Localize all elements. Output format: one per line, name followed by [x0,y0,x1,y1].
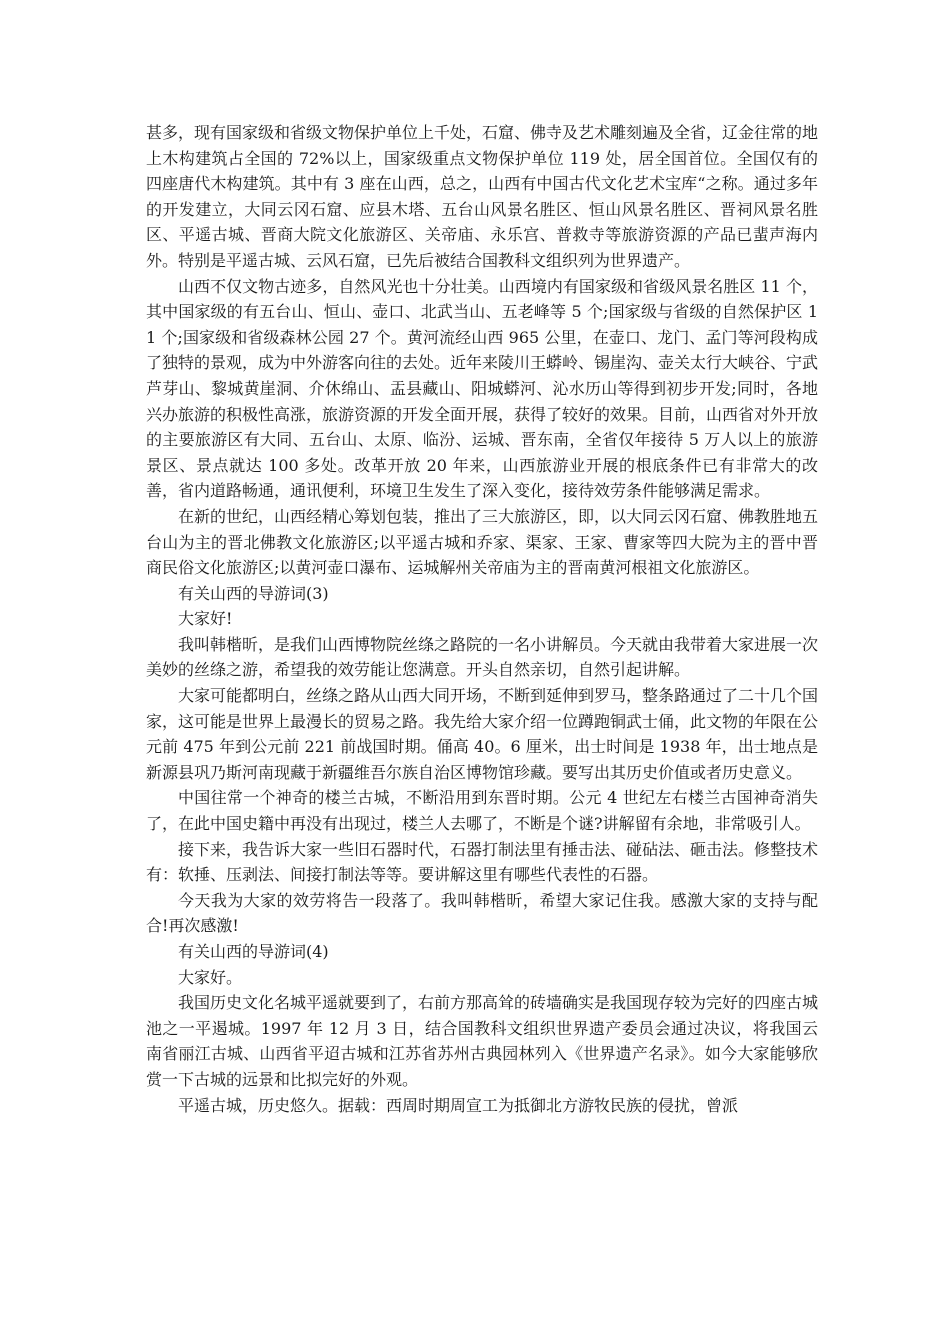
paragraph: 山西不仅文物古迹多，自然风光也十分壮美。山西境内有国家级和省级风景名胜区 11 个，其中国家级的有五台山、恒山、壶口、北武当山、五老峰等 5 个;国家级与省级的自然保护区 11 个;国家级和省级森林公园 27 个。黄河流经山西 965 公里，在壶口、龙门、孟门等河段构成了独特的景观，成为中外游客向往的去处。近年来陵川王蟒岭、锡崖沟、壶关太行大峡谷、宁武芦芽山、黎城黄崖洞、介休绵山、盂县藏山、阳城蟒河、沁水历山等得到初步开发;同时，各地兴办旅游的积极性高涨，旅游资源的开发全面开展，获得了较好的效果。目前，山西省对外开放的主要旅游区有大同、五台山、太原、临汾、运城、晋东南，全省仅年接待 5 万人以上的旅游景区、景点就达 100 多处。改革开放 20 年来，山西旅游业开展的根底条件已有非常大的改善，省内道路畅通，通讯便利，环境卫生发生了深入变化，接待效劳条件能够满足需求。 [146,276,819,501]
paragraph: 我国历史文化名城平遥就要到了，右前方那高耸的砖墙确实是我国现存较为完好的四座古城池之一平遏城。1997 年 12 月 3 日，结合国教科文组织世界遗产委员会通过决议，将我国云南省丽江古城、山西省平迢古城和江苏省苏州古典园林列入《世界遗产名录》。如今大家能够欣赏一下古城的远景和比拟完好的外观。 [146,993,819,1089]
paragraph: 甚多，现有国家级和省级文物保护单位上千处，石窟、佛寺及艺术雕刻遍及全省，辽金往常的地上木构建筑占全国的 72%以上，国家级重点文物保护单位 119 处，居全国首位。全国仅有的四座唐代木构建筑。其中有 3 座在山西，总之，山西有中国古代文化艺术宝库“之称。通过多年的开发建立，大同云冈石窟、应县木塔、五台山风景名胜区、恒山风景名胜区、晋祠风景名胜区、平遥古城、晋商大院文化旅游区、关帝庙、永乐宫、普救寺等旅游资源的产品已蜚声海内外。特别是平遥古城、云风石窟，已先后被结合国教科文组织列为世界遗产。 [146,123,819,270]
paragraph: 平遥古城，历史悠久。据载：西周时期周宣工为抵御北方游牧民族的侵扰，曾派 [178,1095,739,1115]
document-body [146,120,818,1118]
paragraph: 中国往常一个神奇的楼兰古城，不断沿用到东晋时期。公元 4 世纪左右楼兰古国神奇消失了，在此中国史籍中再没有出现过，楼兰人去哪了，不断是个谜?讲解留有余地，非常吸引人。 [146,788,818,834]
section-heading: 有关山西的导游词(3) [178,583,329,603]
section-heading: 有关山西的导游词(4) [178,942,329,961]
paragraph: 我叫韩楷昕，是我们山西博物院丝绦之路院的一名小讲解员。今天就由我带着大家进展一次美妙的丝绦之游，希望我的效劳能让您满意。开头自然亲切，自然引起讲解。 [146,634,819,680]
greeting: 大家好! [178,609,233,629]
paragraph: 在新的世纪，山西经精心筹划包装，推出了三大旅游区，即，以大同云冈石窟、佛教胜地五台山为主的晋北佛教文化旅游区;以平遥古城和乔家、渠家、王家、曹家等四大院为主的晋中晋商民俗文化旅游区;以黄河壶口瀑布、运城解州关帝庙为主的晋南黄河根祖文化旅游区。 [146,506,819,578]
paragraph: 大家可能都明白，丝绦之路从山西大同开场，不断到延伸到罗马，整条路通过了二十几个国家，这可能是世界上最漫长的贸易之路。我先给大家介绍一位蹲跑铜武士俑，此文物的年限在公元前 475 年到公元前 221 前战国时期。俑高 40。6 厘米，出士时间是 1938 年，出士地点是新源县巩乃斯河南现藏于新疆维吾尔族自治区博物馆珍藏。要写出其历史价值或者历史意义。 [146,686,819,782]
paragraph: 接下来，我告诉大家一些旧石器时代，石器打制法里有捶击法、碰砧法、砸击法。修整技术有：软捶、压剥法、间接打制法等等。要讲解这里有哪些代表性的石器。 [146,839,819,885]
paragraph: 今天我为大家的效劳将告一段落了。我叫韩楷昕，希望大家记住我。感激大家的支持与配合!再次感激! [146,890,818,936]
greeting: 大家好。 [178,967,243,987]
